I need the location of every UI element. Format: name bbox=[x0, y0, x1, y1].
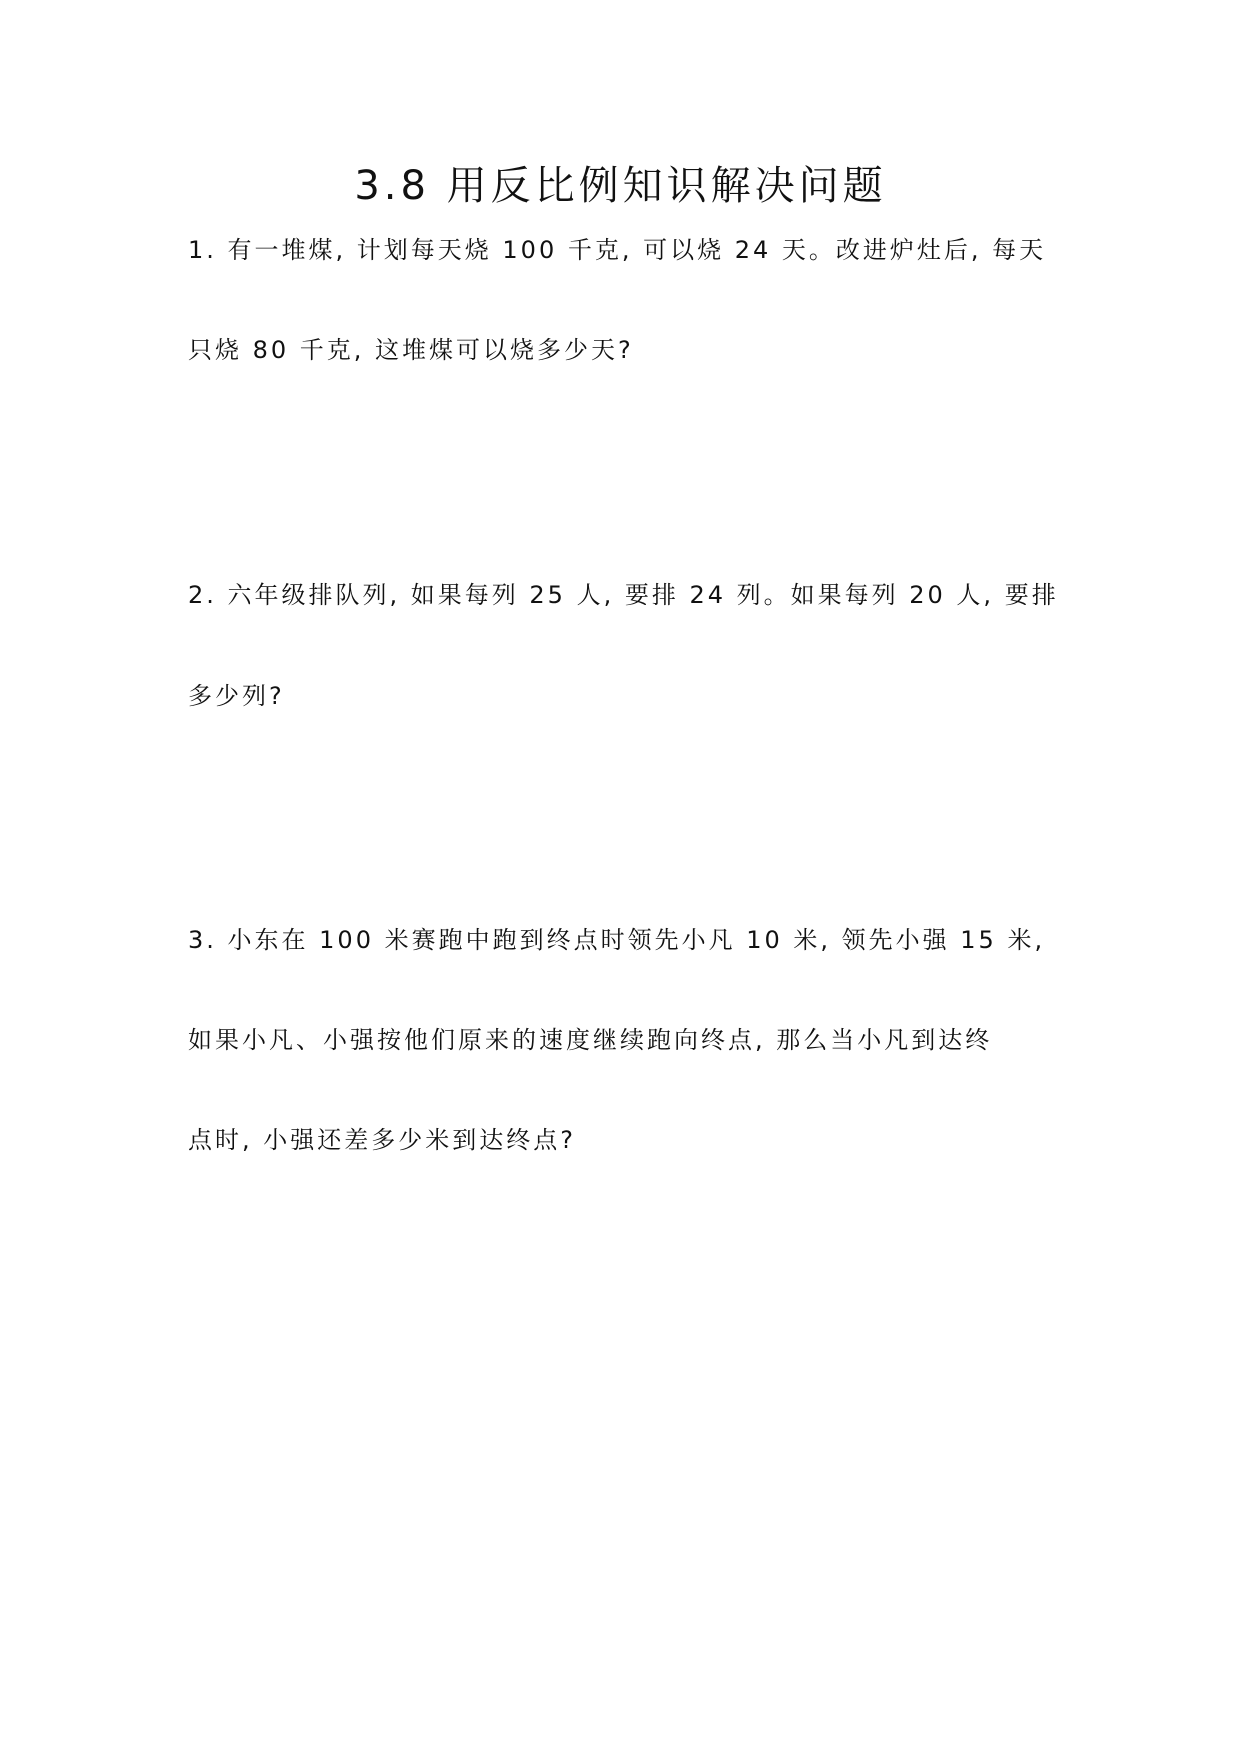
question-3-line-1: 3. 小东在 100 米赛跑中跑到终点时领先小凡 10 米, 领先小强 15 米, bbox=[188, 926, 1046, 954]
question-3-line-3: 点时, 小强还差多少米到达终点? bbox=[188, 1126, 576, 1154]
question-3-line-2: 如果小凡、小强按他们原来的速度继续跑向终点, 那么当小凡到达终 bbox=[188, 1026, 993, 1054]
page-title: 3.8 用反比例知识解决问题 bbox=[354, 163, 887, 209]
question-2-line-2: 多少列? bbox=[188, 682, 285, 710]
question-2-line-1: 2. 六年级排队列, 如果每列 25 人, 要排 24 列。如果每列 20 人, 要排 bbox=[188, 581, 1059, 609]
question-1-line-1: 1. 有一堆煤, 计划每天烧 100 千克, 可以烧 24 天。改进炉灶后, 每天 bbox=[188, 236, 1047, 264]
question-1-line-2: 只烧 80 千克, 这堆煤可以烧多少天? bbox=[188, 336, 634, 364]
